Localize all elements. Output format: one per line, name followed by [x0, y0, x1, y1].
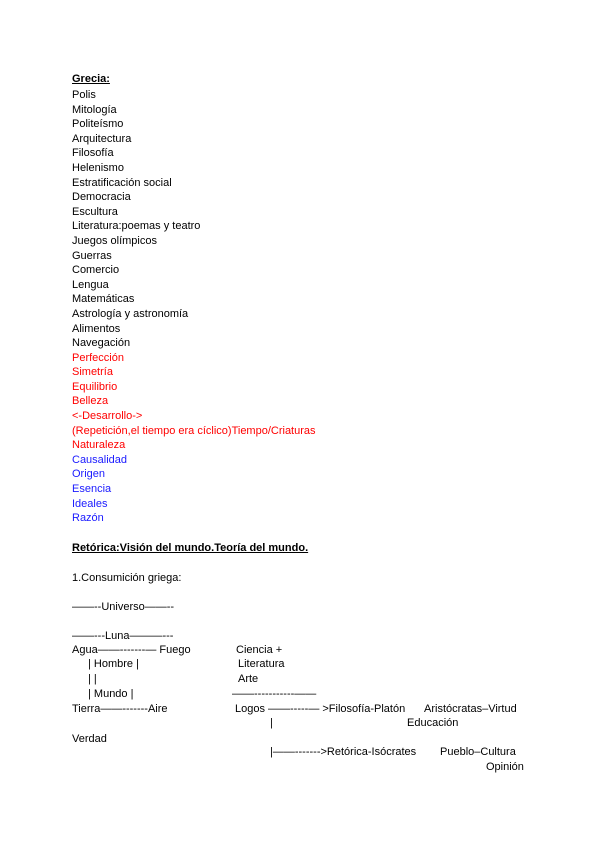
- list-item: Lengua: [72, 278, 109, 291]
- list-item: Belleza: [72, 395, 109, 408]
- diagram-arte: Arte: [238, 673, 259, 685]
- list-item: Estratificación social: [72, 176, 172, 189]
- list-item: Mitología: [72, 103, 117, 116]
- list-item: Equilibrio: [72, 380, 118, 393]
- diagram-retorica-isocrates: |——------->Retórica-Isócrates: [270, 746, 417, 758]
- list-item: Filosofía: [72, 147, 114, 160]
- list-item: Polis: [72, 89, 96, 101]
- list-item: Naturaleza: [72, 439, 126, 452]
- list-item: Causalidad: [72, 453, 128, 466]
- diagram-aristocratas: Aristócratas–Virtud: [424, 703, 517, 715]
- list-item: Politeísmo: [72, 118, 124, 131]
- diagram-logos-filosofia: ——-----— >Filosofía-Platón: [268, 703, 406, 715]
- list-item: Alimentos: [72, 322, 121, 335]
- section-heading-retorica: Retórica:Visión del mundo.Teoría del mundo.: [72, 542, 309, 554]
- list-item: (Repetición,el tiempo era cíclico)Tiempo/Criaturas: [72, 424, 316, 437]
- list-item: Helenismo: [72, 161, 124, 174]
- diagram-verdad: Verdad: [72, 733, 107, 745]
- diagram-bar-mid: | |: [88, 673, 97, 685]
- diagram-luna: ——---Luna———---: [72, 630, 174, 642]
- diagram-educacion: Educación: [407, 717, 459, 729]
- diagram-mundo: | Mundo |: [88, 688, 134, 700]
- diagram-opinion: Opinión: [486, 761, 524, 773]
- diagram-vbar: |: [270, 717, 273, 729]
- diagram-logos: Logos: [235, 703, 265, 715]
- list-item: Literatura:poemas y teatro: [72, 220, 201, 233]
- diagram-separator: ——-----------——: [232, 688, 317, 700]
- list-item: Origen: [72, 468, 106, 481]
- list-item: Ideales: [72, 497, 108, 510]
- list-item: Matemáticas: [72, 293, 135, 306]
- diagram-tierra-aire: Tierra——-------Aire: [72, 703, 168, 715]
- list-item: Guerras: [72, 249, 112, 262]
- diagram-hombre: | Hombre |: [88, 658, 139, 670]
- list-item: Comercio: [72, 264, 120, 277]
- list-item: Simetría: [72, 366, 113, 379]
- diagram-literatura: Literatura: [238, 658, 285, 670]
- list-item: Juegos olímpicos: [72, 234, 157, 247]
- diagram-pueblo: Pueblo–Cultura: [440, 746, 516, 758]
- list-item: Escultura: [72, 205, 118, 218]
- list-item: Perfección: [72, 351, 124, 364]
- list-item: <-Desarrollo->: [72, 410, 143, 423]
- list-item: Razón: [72, 512, 104, 525]
- diagram-universo: ——--Universo——--: [72, 601, 175, 613]
- list-item: Arquitectura: [72, 132, 132, 145]
- grecia-topic-list: [72, 88, 316, 526]
- list-item: Esencia: [72, 483, 112, 496]
- list-item: Navegación: [72, 337, 131, 350]
- list-item: Astrología y astronomía: [72, 307, 189, 320]
- section-heading-grecia: Grecia:: [72, 73, 110, 85]
- diagram-ciencia: Ciencia +: [236, 644, 283, 656]
- diagram-agua-fuego: Agua——-------— Fuego: [72, 644, 191, 656]
- subheading-consumicion: 1.Consumición griega:: [72, 572, 182, 584]
- list-item: Democracia: [72, 191, 131, 204]
